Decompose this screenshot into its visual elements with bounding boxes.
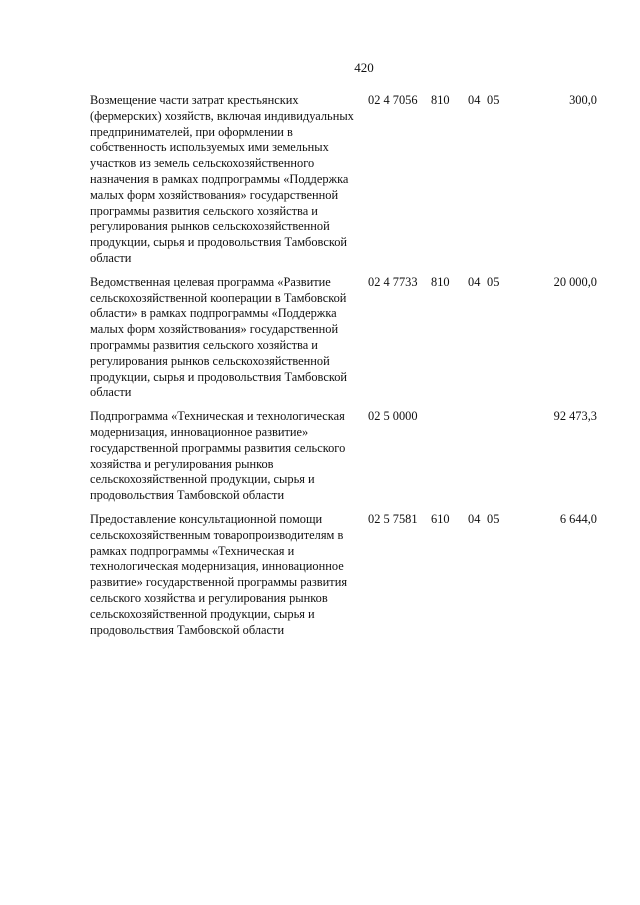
budget-table [0, 93, 640, 646]
row-amount: 20 000,0 [553, 274, 597, 289]
table-row [0, 275, 640, 401]
row-description: Предоставление консультационной помощи сельскохозяйственным товаропроизводителям в рамках подпрограммы «Техническая и технологическая модернизация, инновационное развитие» государственной программы развития сельского хозяйства и регулирования рынков сельскохозяйственной продукции, сырья и продовольствия Тамбовской области [90, 511, 348, 637]
row-subsection: 05 [487, 274, 500, 289]
row-section: 04 [468, 511, 481, 526]
table-row [0, 409, 640, 504]
table-row [0, 93, 640, 267]
row-expense-type: 810 [431, 93, 450, 107]
row-target-code: 02 4 7056 [368, 93, 418, 107]
row-section: 04 [468, 274, 481, 289]
row-expense-type: 810 [431, 274, 450, 289]
row-expense-type: 610 [431, 511, 450, 526]
row-amount: 300,0 [569, 93, 597, 107]
row-section: 04 [468, 93, 481, 107]
row-amount: 6 644,0 [559, 511, 597, 526]
row-subsection: 05 [487, 511, 500, 526]
row-amount: 92 473,3 [553, 409, 597, 424]
row-target-code: 02 5 0000 [368, 409, 418, 424]
row-subsection: 05 [487, 93, 500, 107]
row-description: Ведомственная целевая программа «Развитие сельскохозяйственной кооперации в Тамбовской области» в рамках подпрограммы «Поддержка малых форм хозяйствования» государственной программы развития сельского хозяйства и регулирования рынков сельскохозяйственной продукции, сырья и продовольствия Тамбовской области [90, 274, 348, 400]
row-description: Подпрограмма «Техническая и технологическая модернизация, инновационное развитие» государственной программы развития сельского хозяйства и регулирования рынков сельскохозяйственной продукции, сырья и продовольствия Тамбовской области [90, 409, 346, 503]
page-number: 420 [354, 60, 374, 75]
row-target-code: 02 5 7581 [368, 511, 418, 526]
row-description: Возмещение части затрат крестьянских (фермерских) хозяйств, включая индивидуальных предпринимателей, при оформлении в собственность используемых ими земельных участков из земель сельскохозяйственного назначения в рамках подпрограммы «Поддержка малых форм хозяйствования» государственной программы развития сельского хозяйства и регулирования рынков сельскохозяйственной продукции, сырья и продовольствия Тамбовской области [90, 93, 354, 265]
table-row [0, 512, 640, 638]
row-target-code: 02 4 7733 [368, 274, 418, 289]
